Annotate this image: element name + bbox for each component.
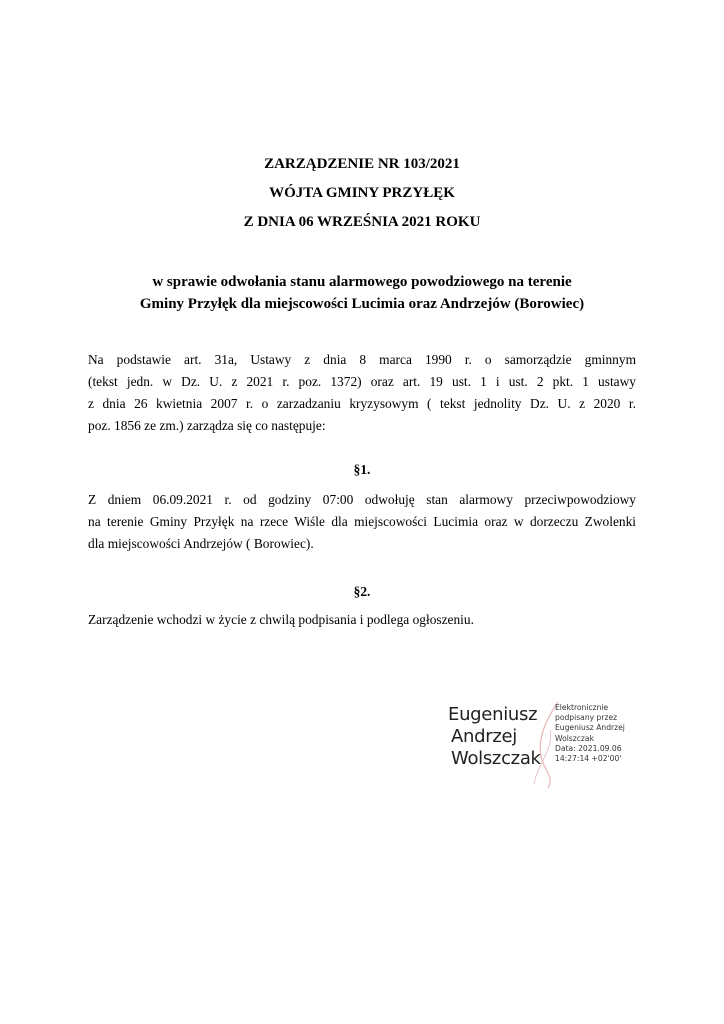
preamble-line: poz. 1856 ze zm.) zarządza się co następuje: xyxy=(88,418,326,433)
signature-detail-line: 14:27:14 +02'00' xyxy=(555,754,622,764)
preamble-line: (tekst jedn. w Dz. U. z 2021 r. poz. 1372) oraz art. 19 ust. 1 i ust. 2 pkt. 1 ustawy xyxy=(88,374,636,389)
signature-detail-line: Elektronicznie xyxy=(555,703,609,712)
signature-detail-line: Wolszczak xyxy=(555,733,594,743)
ordinance-subject xyxy=(0,271,724,315)
signature-detail-line: Eugeniusz Andrzej xyxy=(555,723,625,733)
issuing-authority: WÓJTA GMINY PRZYŁĘK xyxy=(269,185,455,201)
section-2-line: Zarządzenie wchodzi w życie z chwilą podpisania i podlega ogłoszeniu. xyxy=(88,612,474,627)
ordinance-number: ZARZĄDZENIE NR 103/2021 xyxy=(264,156,460,172)
section-1-line: na terenie Gminy Przyłęk na rzece Wiśle dla miejscowości Lucimia oraz w dorzeczu Zwolenki xyxy=(88,514,636,529)
subject-line-2: Gminy Przyłęk dla miejscowości Lucimia oraz Andrzejów (Borowiec) xyxy=(139,296,585,312)
section-2-title: §2. xyxy=(353,584,371,599)
signer-name-line: Andrzej xyxy=(451,726,517,747)
signer-name-line: Eugeniusz xyxy=(448,704,538,725)
section-2-paragraph xyxy=(88,609,636,631)
signer-name xyxy=(448,704,541,770)
section-1-line: Z dniem 06.09.2021 r. od godziny 07:00 odwołuję stan alarmowy przeciwpowodziowy xyxy=(88,492,636,507)
subject-line-1: w sprawie odwołania stanu alarmowego powodziowego na terenie xyxy=(152,274,572,290)
section-1-title: §1. xyxy=(353,462,371,477)
section-1-line: dla miejscowości Andrzejów ( Borowiec). xyxy=(88,536,314,551)
document-header xyxy=(0,150,724,237)
signature-detail-line: Data: 2021.09.06 xyxy=(555,743,622,753)
signature-detail-line: podpisany przez xyxy=(555,713,618,723)
preamble-line: Na podstawie art. 31a, Ustawy z dnia 8 marca 1990 r. o samorządzie gminnym xyxy=(88,352,636,367)
preamble-line: z dnia 26 kwietnia 2007 r. o zarzadzaniu kryzysowym ( tekst jednolity Dz. U. z 2020 r. xyxy=(88,396,636,411)
section-1-paragraph xyxy=(88,489,636,555)
ordinance-date: Z DNIA 06 WRZEŚNIA 2021 ROKU xyxy=(243,214,481,230)
signer-name-line: Wolszczak xyxy=(451,748,541,769)
preamble-paragraph xyxy=(88,349,636,437)
electronic-signature xyxy=(448,700,648,780)
signature-details xyxy=(555,703,625,764)
